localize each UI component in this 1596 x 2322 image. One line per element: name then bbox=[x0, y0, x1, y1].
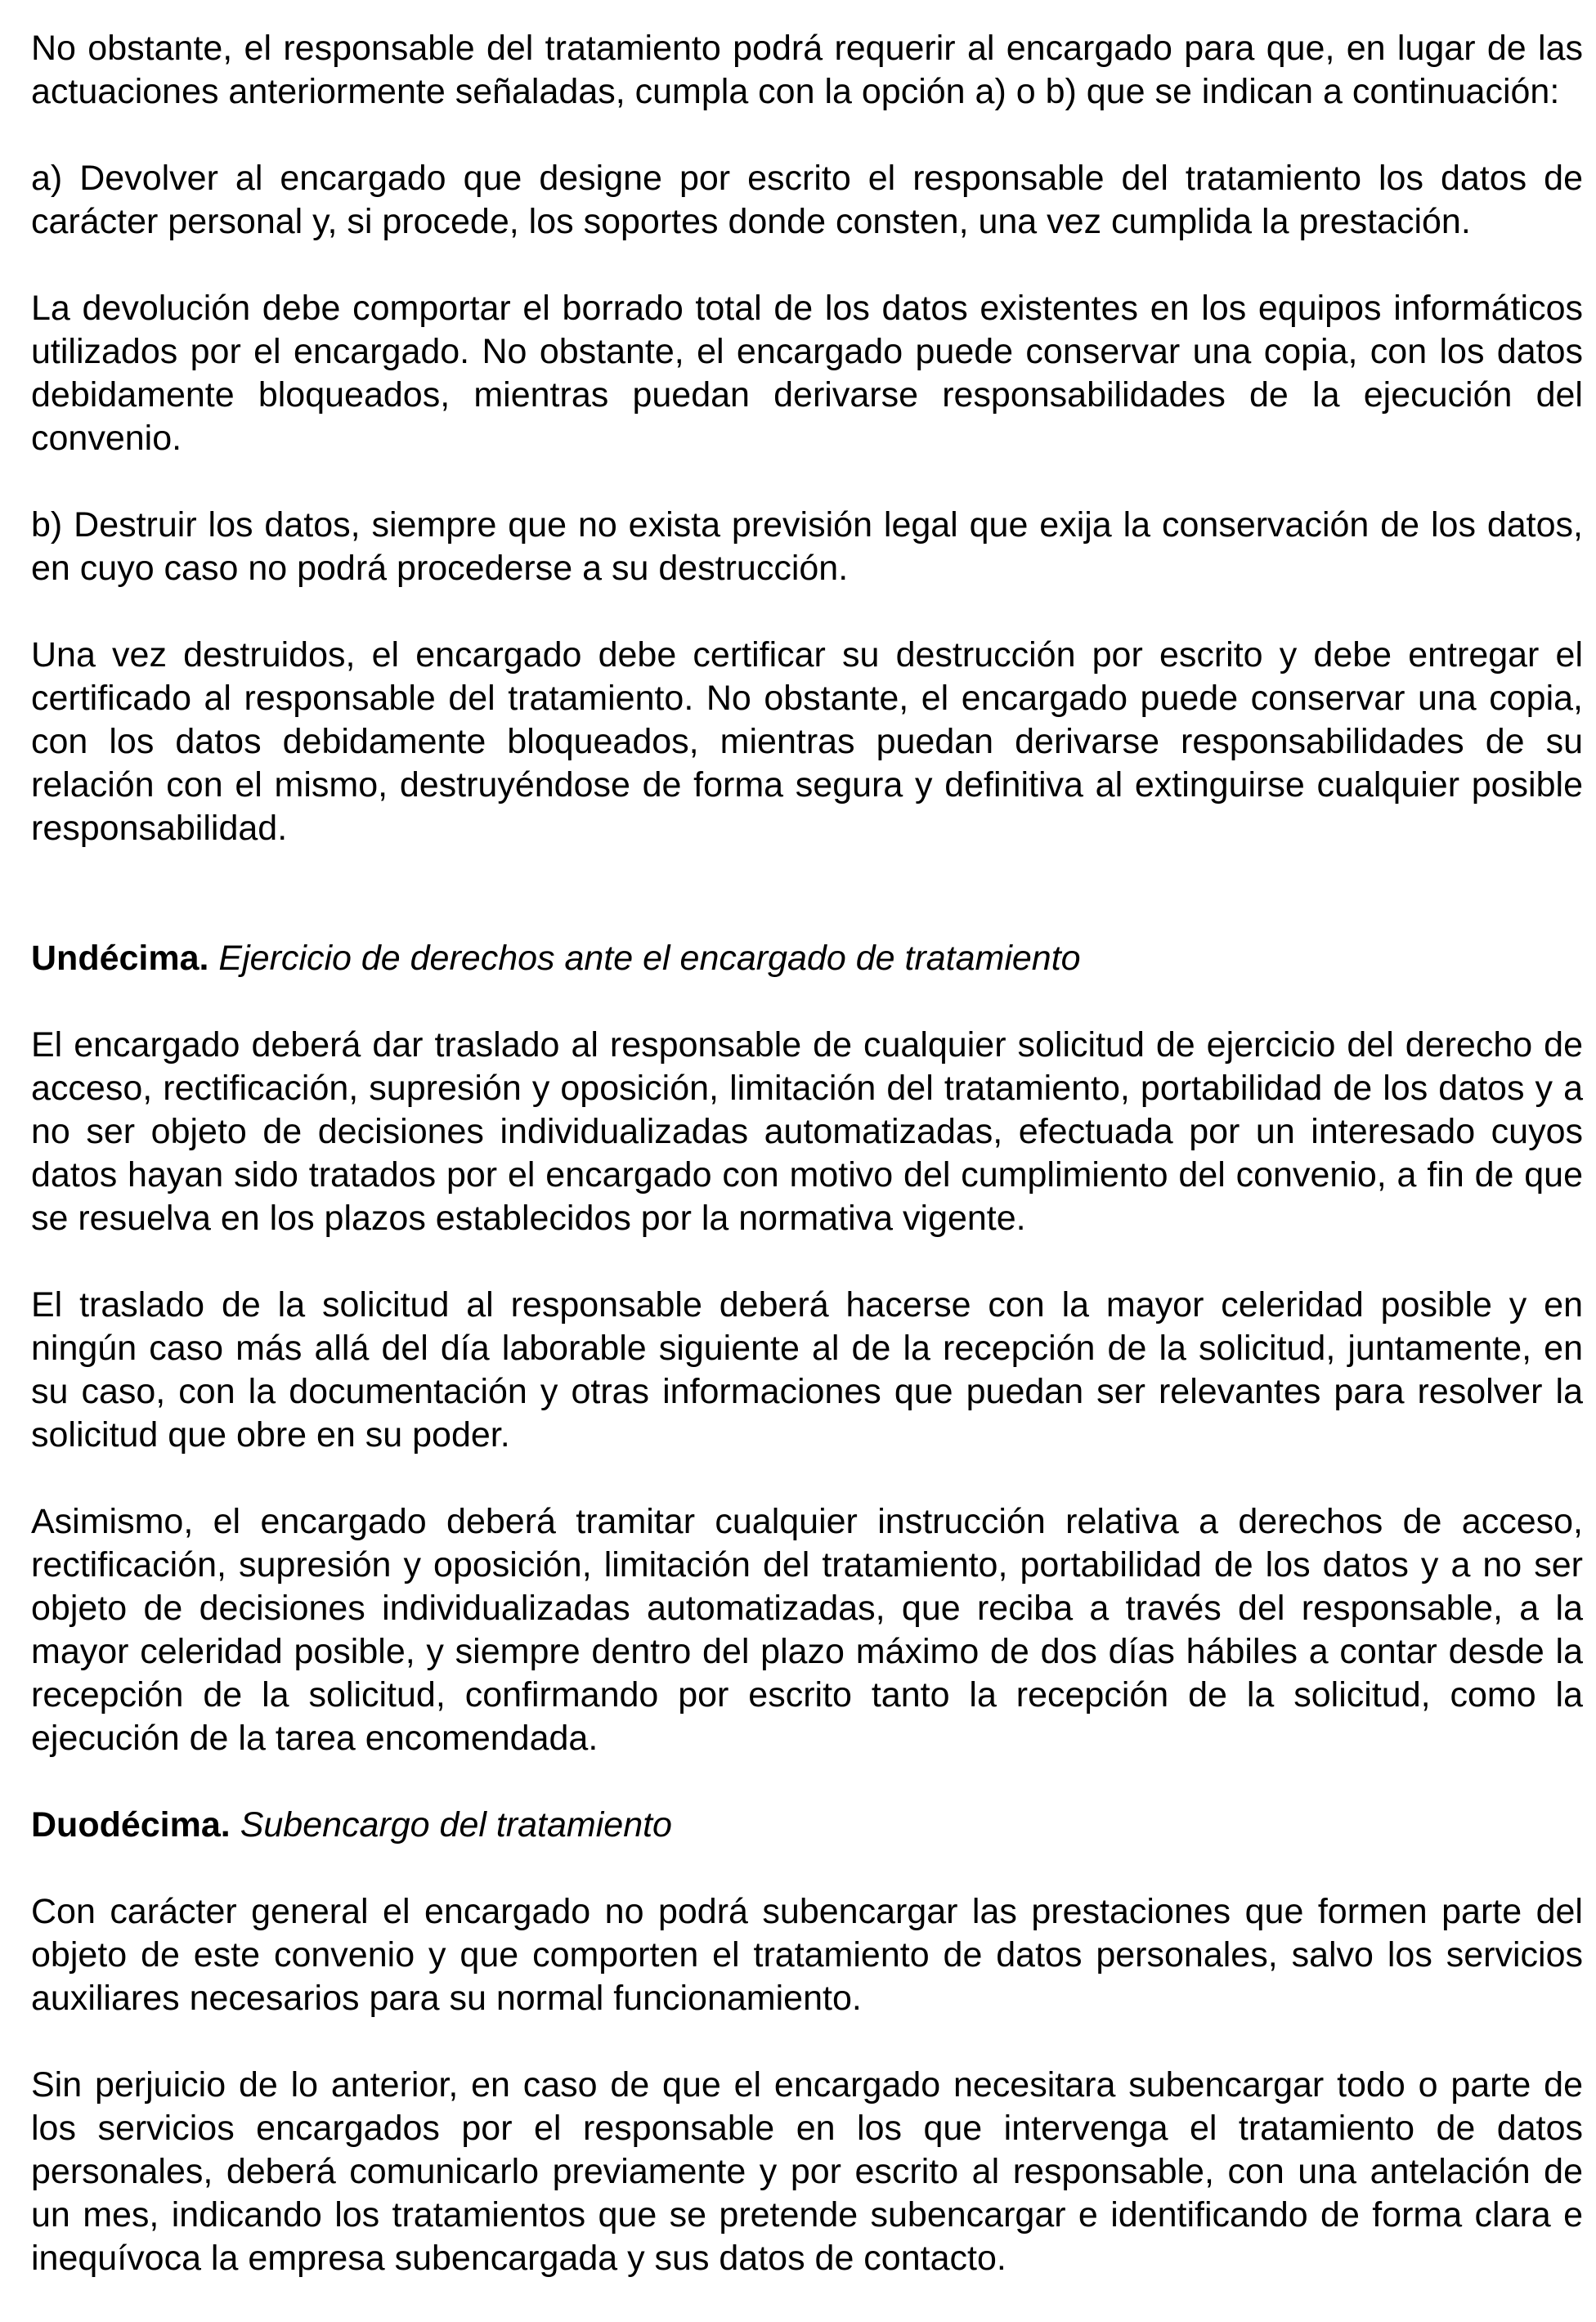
clause-12-heading bbox=[31, 1804, 1583, 1847]
paragraph-option-a: a) Devolver al encargado que designe por escrito el responsable del tratamiento los datos de carácter personal y, si procede, los soportes donde consten, una vez cumplida la prestación. bbox=[31, 159, 1583, 241]
clause-11-number: Undécima. bbox=[31, 939, 209, 978]
clause-12-paragraph-1: Con carácter general el encargado no podrá subencargar las prestaciones que formen parte del objeto de este convenio y que comporten el tratamiento de datos personales, salvo los servicios auxiliares necesarios para su normal funcionamiento. bbox=[31, 1892, 1583, 2018]
paragraph-intro: No obstante, el responsable del tratamiento podrá requerir al encargado para que, en lugar de las actuaciones anteriormente señaladas, cumpla con la opción a) o b) que se indican a continuación: bbox=[31, 29, 1583, 111]
document-page bbox=[31, 27, 1583, 2280]
clause-12-title: Subencargo del tratamiento bbox=[240, 1805, 672, 1845]
paragraph-devolucion: La devolución debe comportar el borrado total de los datos existentes en los equipos informáticos utilizados por el encargado. No obstante, el encargado puede conservar una copia, con los datos debidamente bloqueados, mientras puedan derivarse responsabilidades de la ejecución del convenio. bbox=[31, 289, 1583, 458]
clause-11-title: Ejercicio de derechos ante el encargado de tratamiento bbox=[218, 939, 1081, 978]
clause-12-number: Duodécima. bbox=[31, 1805, 231, 1845]
clause-12-paragraph-2: Sin perjuicio de lo anterior, en caso de que el encargado necesitara subencargar todo o parte de los servicios encargados por el responsable en los que intervenga el tratamiento de datos personales, deberá comunicarlo previamente y por escrito al responsable, con una antelación de un mes, indicando los tratamientos que se pretende subencargar e identificando de forma clara e inequívoca la empresa subencargada y sus datos de contacto. bbox=[31, 2065, 1583, 2278]
clause-11-paragraph-3: Asimismo, el encargado deberá tramitar cualquier instrucción relativa a derechos de acceso, rectificación, supresión y oposición, limitación del tratamiento, portabilidad de los datos y a no ser objeto de decisiones individualizadas automatizadas, que reciba a través del responsable, a la mayor celeridad posible, y siempre dentro del plazo máximo de dos días hábiles a contar desde la recepción de la solicitud, confirmando por escrito tanto la recepción de la solicitud, como la ejecución de la tarea encomendada. bbox=[31, 1502, 1583, 1758]
clause-11-paragraph-1: El encargado deberá dar traslado al responsable de cualquier solicitud de ejercicio del derecho de acceso, rectificación, supresión y oposición, limitación del tratamiento, portabilidad de los datos y a no ser objeto de decisiones individualizadas automatizadas, efectuada por un interesado cuyos datos hayan sido tratados por el encargado con motivo del cumplimiento del convenio, a fin de que se resuelva en los plazos establecidos por la normativa vigente. bbox=[31, 1025, 1583, 1238]
paragraph-option-b: b) Destruir los datos, siempre que no exista previsión legal que exija la conservación de los datos, en cuyo caso no podrá procederse a su destrucción. bbox=[31, 505, 1583, 588]
clause-11-paragraph-2: El traslado de la solicitud al responsable deberá hacerse con la mayor celeridad posible y en ningún caso más allá del día laborable siguiente al de la recepción de la solicitud, juntamente, en su caso, con la documentación y otras informaciones que puedan ser relevantes para resolver la solicitud que obre en su poder. bbox=[31, 1285, 1583, 1455]
clause-11-heading bbox=[31, 937, 1583, 980]
paragraph-destruccion: Una vez destruidos, el encargado debe certificar su destrucción por escrito y debe entregar el certificado al responsable del tratamiento. No obstante, el encargado puede conservar una copia, con los datos debidamente bloqueados, mientras puedan derivarse responsabilidades de su relación con el mismo, destruyéndose de forma segura y definitiva al extinguirse cualquier posible responsabilidad. bbox=[31, 635, 1583, 848]
